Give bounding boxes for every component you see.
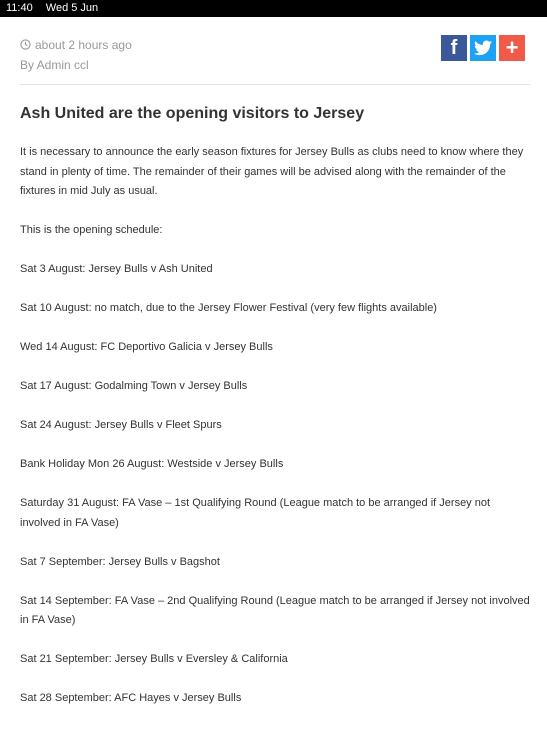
fixture-item: Sat 14 September: FA Vase – 2nd Qualifying Round (League match to be arranged if Jersey not involved in FA Vase) xyxy=(20,594,530,626)
fixture-item: Sat 24 August: Jersey Bulls v Fleet Spurs xyxy=(20,419,222,431)
share-buttons xyxy=(441,35,525,61)
post-author: By Admin ccl xyxy=(20,57,89,72)
facebook-share-button[interactable] xyxy=(441,35,467,61)
plus-icon: + xyxy=(505,35,519,60)
divider xyxy=(20,84,530,85)
fixture-item: Sat 21 September: Jersey Bulls v Eversley & California xyxy=(20,653,288,665)
fixture-item: Sat 7 September: Jersey Bulls v Bagshot xyxy=(20,555,220,568)
fixture-item: Sat 17 August: Godalming Town v Jersey Bulls xyxy=(20,380,248,392)
intro-paragraph: It is necessary to announce the early season fixtures for Jersey Bulls as clubs need to know where they stand in plenty of time. The remainder of their games will be advised along with the remainder of the fixtures in mid July as usual. xyxy=(20,146,524,197)
clock-icon xyxy=(20,39,31,50)
fixture-item: Sat 3 August: Jersey Bulls v Ash United xyxy=(20,263,213,275)
twitter-share-button[interactable] xyxy=(470,35,496,61)
status-bar xyxy=(0,0,547,17)
post-time xyxy=(20,37,132,52)
twitter-icon xyxy=(474,40,492,56)
article-title: Ash United are the opening visitors to Jersey xyxy=(20,105,365,122)
fixture-item: Bank Holiday Mon 26 August: Westside v Jersey Bulls xyxy=(20,458,284,470)
article-body xyxy=(20,143,530,728)
fixture-item: Sat 10 August: no match, due to the Jersey Flower Festival (very few flights available) xyxy=(20,302,437,314)
status-date: Wed 5 Jun xyxy=(45,2,99,14)
fixture-item: Sat 28 September: AFC Hayes v Jersey Bulls xyxy=(20,692,242,704)
post-time-text: about 2 hours ago xyxy=(35,37,132,52)
facebook-icon: f xyxy=(450,37,458,59)
more-share-button[interactable] xyxy=(499,35,525,61)
post-meta xyxy=(20,37,132,72)
status-time: 11:40 xyxy=(6,2,33,14)
schedule-heading: This is the opening schedule: xyxy=(20,224,163,236)
fixture-item: Wed 14 August: FC Deportivo Galicia v Jersey Bulls xyxy=(20,341,273,353)
fixture-item: Saturday 31 August: FA Vase – 1st Qualifying Round (League match to be arranged if Jersey not involved in FA Vase) xyxy=(20,497,491,529)
